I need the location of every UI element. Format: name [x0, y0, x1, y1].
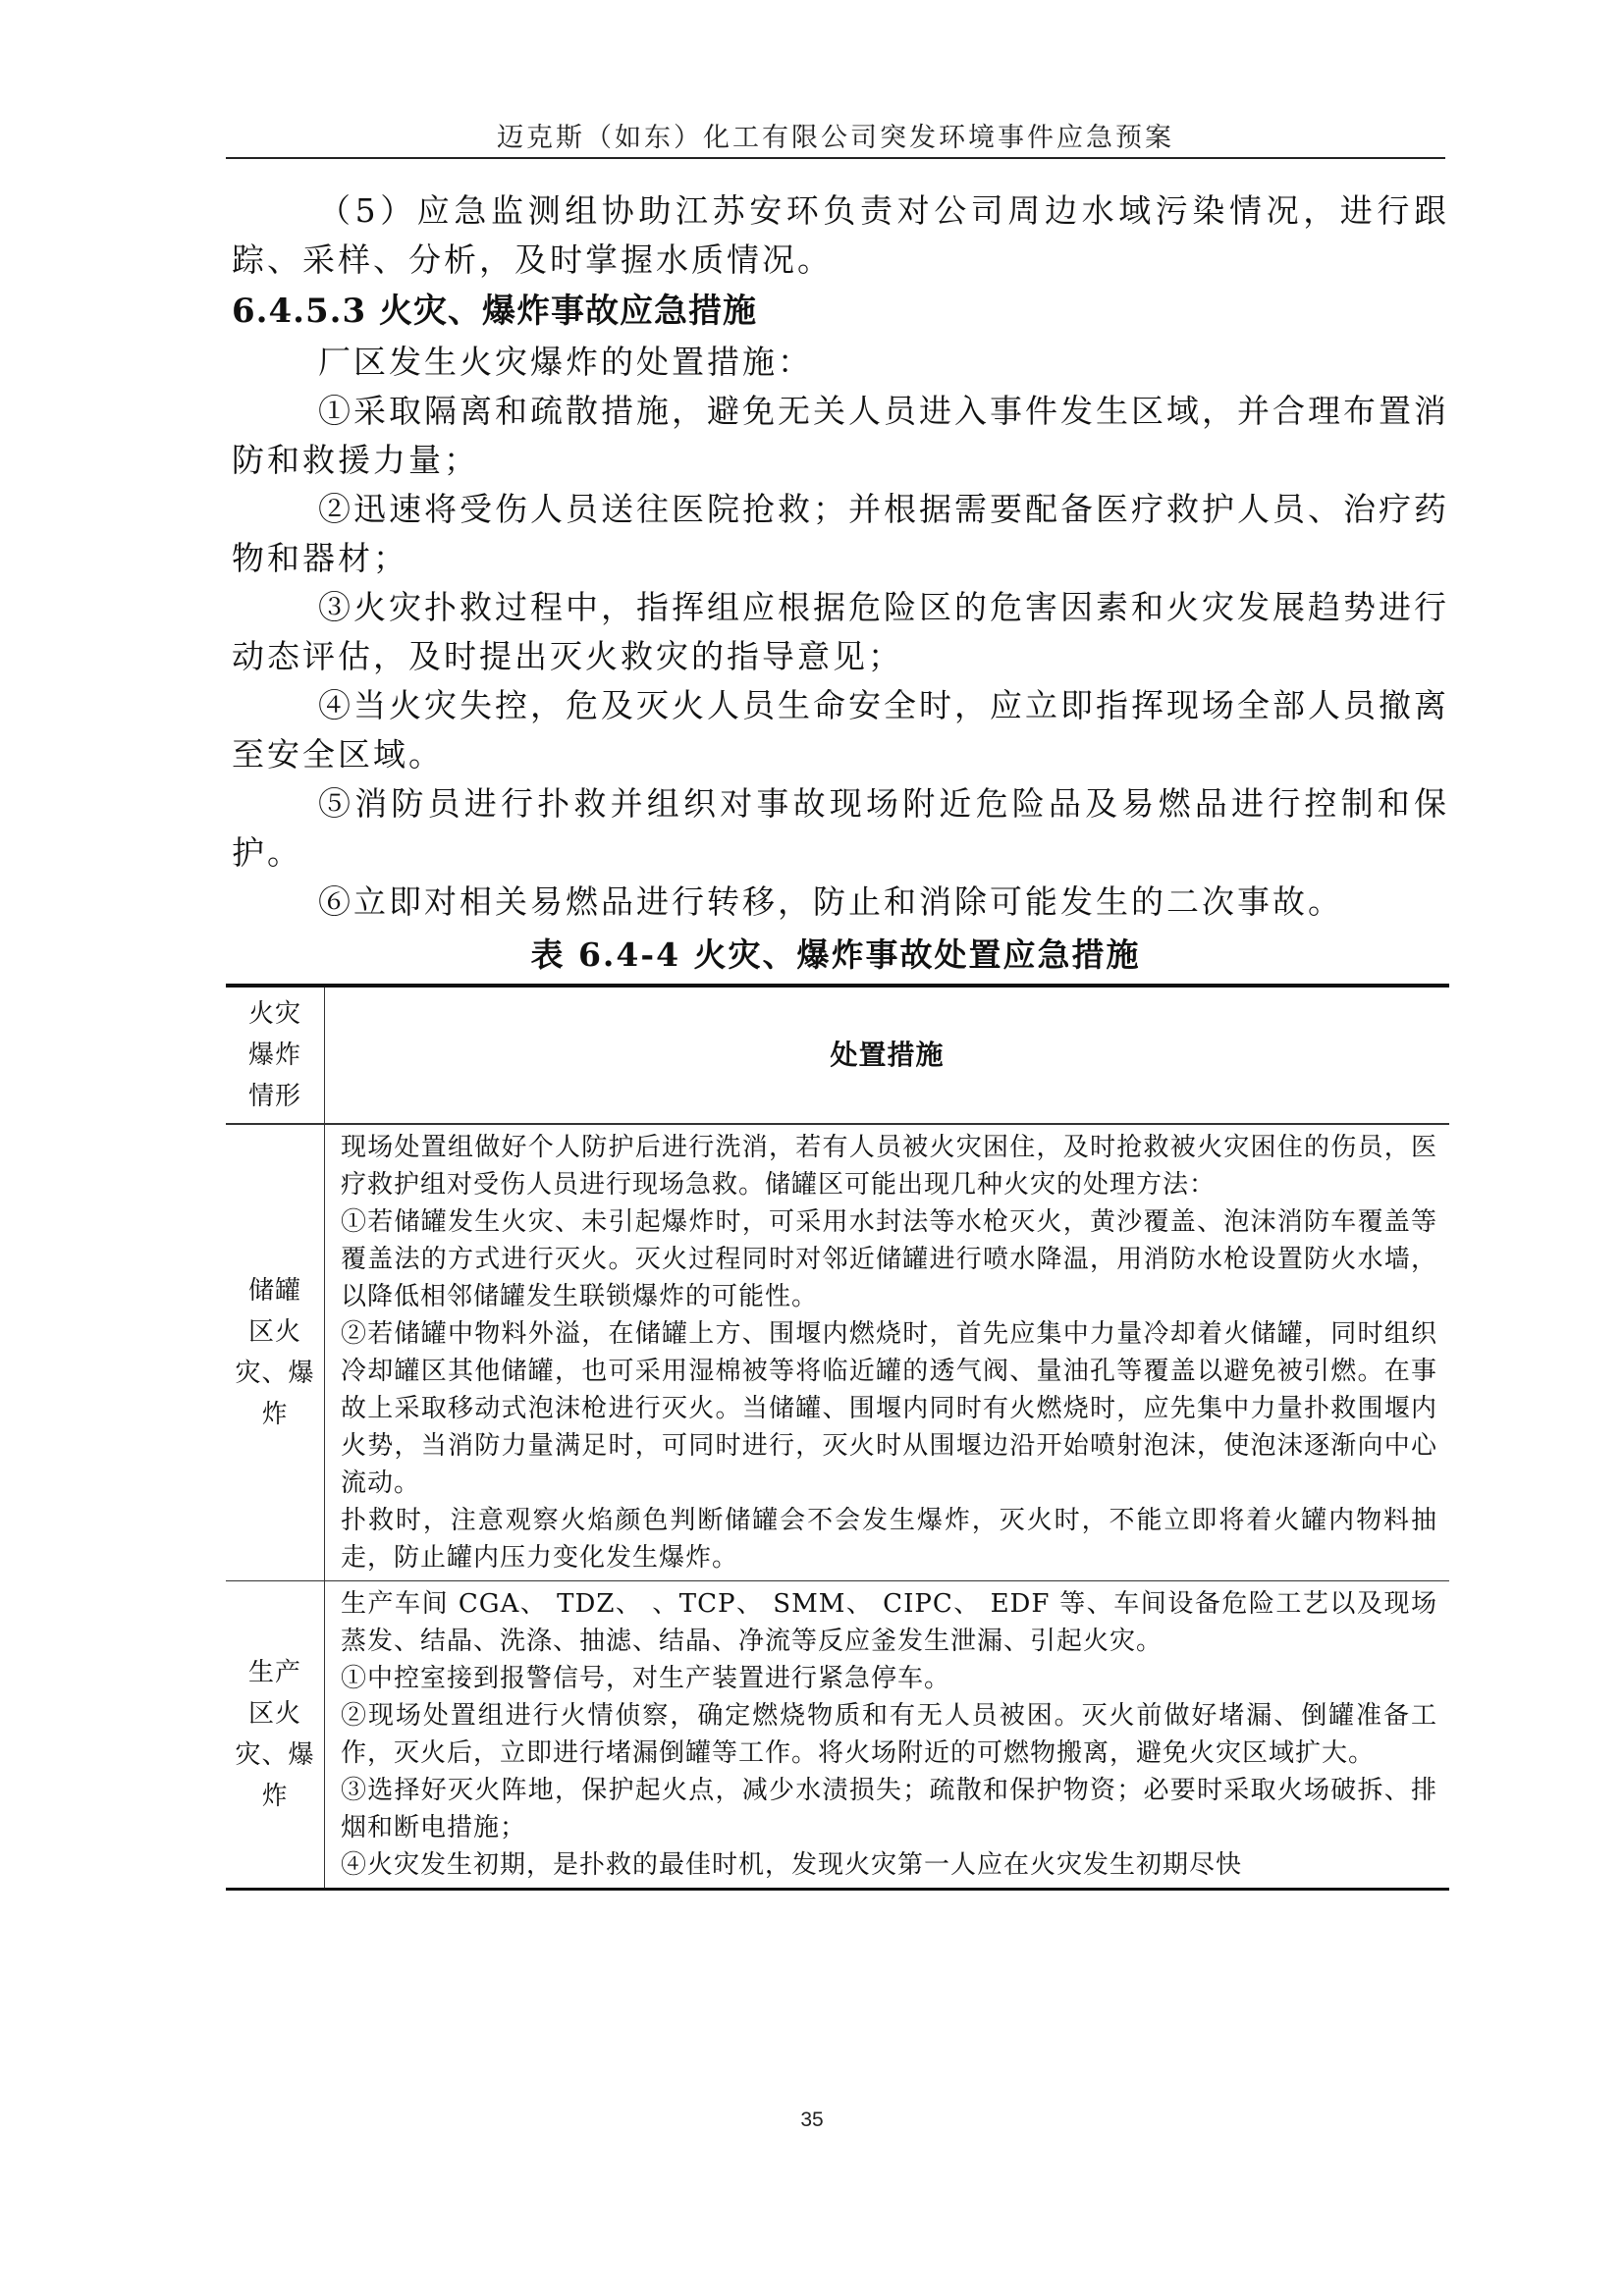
- header-scenario-line: 火灾: [247, 999, 301, 1029]
- measure-paragraph: ①中控室接到报警信号，对生产装置进行紧急停车。: [341, 1664, 951, 1693]
- paragraph-monitoring: （5）应急监测组协助江苏安环负责对公司周边水域污染情况，进行跟踪、采样、分析，及时掌握水质情况。: [232, 191, 1449, 279]
- header-measure-cell: 处置措施: [325, 986, 1450, 1124]
- scenario-line: 区火: [247, 1317, 301, 1347]
- header-scenario-line: 情形: [247, 1082, 301, 1111]
- measure-cell: [325, 1581, 1450, 1890]
- list-item: ①采取隔离和疏散措施，避免无关人员进入事件发生区域，并合理布置消防和救援力量；: [232, 392, 1449, 479]
- measure-paragraph: ①若储罐发生火灾、未引起爆炸时，可采用水封法等水枪灭火，黄沙覆盖、泡沫消防车覆盖等覆盖法的方式进行灭火。灭火过程同时对邻近储罐进行喷水降温，用消防水枪设置防火水墙，以降低相邻储罐发生联锁爆炸的可能性。: [341, 1207, 1437, 1311]
- measure-paragraph: ②若储罐中物料外溢，在储罐上方、围堰内燃烧时，首先应集中力量冷却着火储罐，同时组织冷却罐区其他储罐，也可采用湿棉被等将临近罐的透气阀、量油孔等覆盖以避免被引燃。在事故上采取移动式泡沫枪进行灭火。当储罐、围堰内同时有火燃烧时，应先集中力量扑救围堰内火势，当消防力量满足时，可同时进行，灭火时从围堰边沿开始喷射泡沫，使泡沫逐渐向中心流动。: [341, 1319, 1437, 1498]
- list-item: ③火灾扑救过程中，指挥组应根据危险区的危害因素和火灾发展趋势进行动态评估，及时提出灭火救灾的指导意见；: [232, 588, 1449, 675]
- measure-paragraph: 扑救时，注意观察火焰颜色判断储罐会不会发生爆炸，灭火时，不能立即将着火罐内物料抽走，防止罐内压力变化发生爆炸。: [341, 1506, 1437, 1573]
- measure-paragraph: ③选择好灭火阵地，保护起火点，减少水渍损失；疏散和保护物资；必要时采取火场破拆、排烟和断电措施；: [341, 1776, 1437, 1842]
- scenario-line: 灾、爆: [235, 1359, 315, 1388]
- measure-paragraph: 现场处置组做好个人防护后进行洗消，若有人员被火灾困住，及时抢救被火灾困住的伤员，医疗救护组对受伤人员进行现场急救。储罐区可能出现几种火灾的处理方法：: [341, 1133, 1437, 1200]
- scenario-line: 灾、爆: [235, 1740, 315, 1770]
- scenario-line: 储罐: [247, 1276, 301, 1306]
- header-scenario-cell: [226, 986, 325, 1124]
- scenario-line: 炸: [261, 1782, 289, 1811]
- scenario-line: 区火: [247, 1699, 301, 1729]
- list-item: ⑥立即对相关易燃品进行转移，防止和消除可能发生的二次事故。: [318, 882, 1343, 921]
- list-item: ④当火灾失控，危及灭火人员生命安全时，应立即指挥现场全部人员撤离至安全区域。: [232, 686, 1449, 774]
- measure-cell: [325, 1124, 1450, 1581]
- scenario-line: 炸: [261, 1400, 289, 1429]
- table-row: [226, 1124, 1449, 1581]
- measure-paragraph: ②现场处置组进行火情侦察，确定燃烧物质和有无人员被困。灭火前做好堵漏、倒罐准备工作，灭火后，立即进行堵漏倒罐等工作。将火场附近的可燃物搬离，避免火灾区域扩大。: [341, 1701, 1437, 1768]
- list-item: ②迅速将受伤人员送往医院抢救；并根据需要配备医疗救护人员、治疗药物和器材；: [232, 490, 1449, 577]
- measures-table: [226, 984, 1449, 1891]
- document-header: 迈克斯（如东）化工有限公司突发环境事件应急预案: [497, 123, 1174, 153]
- header-divider: [226, 157, 1445, 159]
- intro-paragraph: 厂区发生火灾爆炸的处置措施：: [318, 343, 813, 381]
- scenario-line: 生产: [247, 1658, 301, 1687]
- table-row: [226, 1581, 1449, 1890]
- table-header-row: [226, 986, 1449, 1124]
- list-item: ⑤消防员进行扑救并组织对事故现场附近危险品及易燃品进行控制和保护。: [232, 784, 1449, 872]
- page-number: 35: [800, 2109, 824, 2131]
- measure-paragraph: ④火灾发生初期，是扑救的最佳时机，发现火灾第一人应在火灾发生初期尽快: [341, 1850, 1243, 1880]
- section-heading: 6.4.5.3 火灾、爆炸事故应急措施: [232, 292, 757, 331]
- header-scenario-line: 爆炸: [247, 1041, 301, 1070]
- scenario-cell: [226, 1124, 325, 1581]
- table-caption: 表 6.4-4 火灾、爆炸事故处置应急措施: [530, 935, 1141, 974]
- body-text: [232, 187, 1449, 927]
- measure-paragraph: 生产车间 CGA、 TDZ、 、TCP、 SMM、 CIPC、 EDF 等、车间设备危险工艺以及现场蒸发、结晶、洗涤、抽滤、结晶、净流等反应釜发生泄漏、引起火灾。: [341, 1589, 1437, 1656]
- scenario-cell: [226, 1581, 325, 1890]
